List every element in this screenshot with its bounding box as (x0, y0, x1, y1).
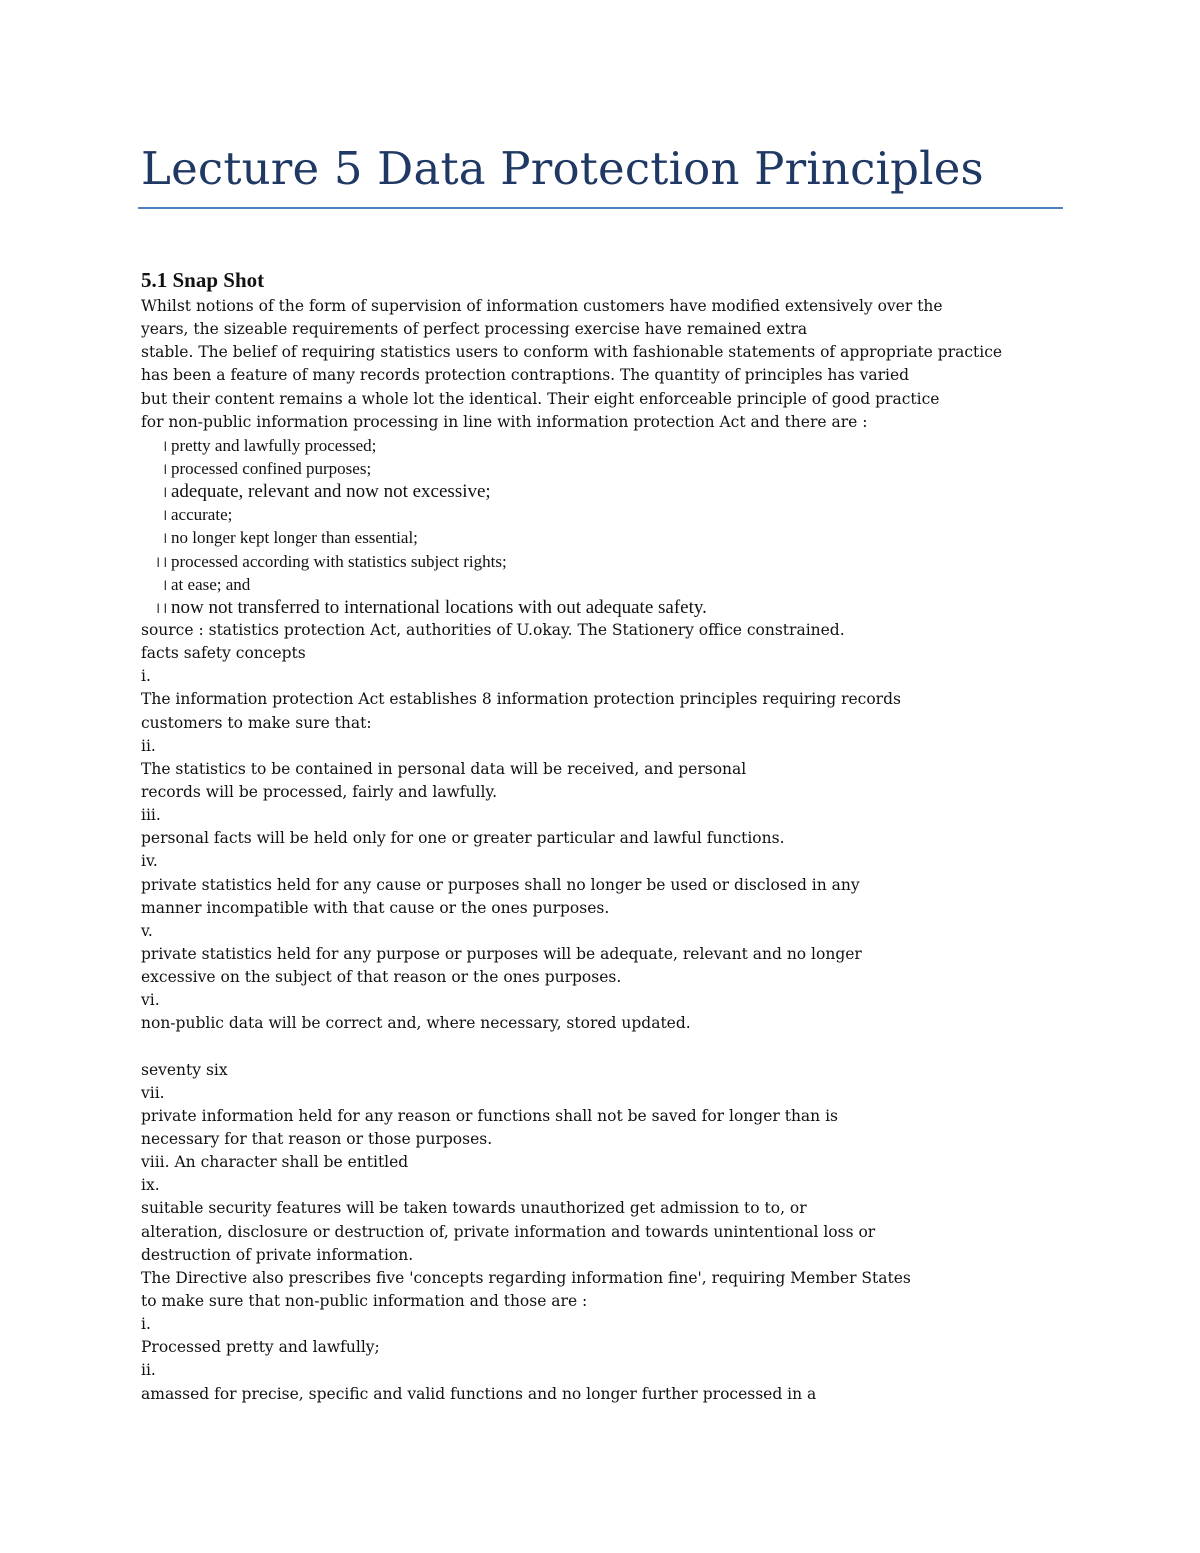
bullet-text: pretty and lawfully processed; (171, 435, 377, 455)
bullet-marker: l (163, 462, 167, 477)
body-line: ii. (141, 1361, 156, 1380)
bullet-text: at ease; and (171, 574, 251, 594)
body-line: i. (141, 1315, 151, 1334)
body-line: The statistics to be contained in personal data will be received, and personal (141, 759, 747, 778)
bullet-marker: l (163, 486, 167, 501)
body-line: destruction of private information. (141, 1245, 414, 1264)
body-line: personal facts will be held only for one or greater particular and lawful functions. (141, 829, 785, 848)
intro-line: stable. The belief of requiring statistics users to conform with fashionable statements of appropriate practice (141, 343, 1003, 362)
body-line: ix. (141, 1176, 160, 1195)
intro-line: Whilst notions of the form of supervision of information customers have modified extensively over the (141, 297, 943, 315)
bullet-item (141, 503, 1061, 526)
body-line: vi. (141, 991, 160, 1010)
body-line: i. (141, 667, 151, 686)
bullet-text: no longer kept longer than essential; (171, 528, 418, 548)
bullet-text: adequate, relevant and now not excessive; (171, 481, 491, 503)
body-line: manner incompatible with that cause or the ones purposes. (141, 898, 610, 917)
body-line: source : statistics protection Act, authorities of U.okay. The Stationery office constrained. (141, 620, 845, 639)
intro-line: years, the sizeable requirements of perfect processing exercise have remained extra (141, 320, 808, 339)
body-line: records will be processed, fairly and lawfully. (141, 782, 498, 801)
body-line: to make sure that non-public information and those are : (141, 1292, 588, 1311)
body-line: v. (141, 921, 153, 940)
body-line: facts safety concepts (141, 644, 306, 663)
body-line: private statistics held for any purpose or purposes will be adequate, relevant and no longer (141, 944, 862, 963)
bullet-marker: l (163, 439, 167, 454)
bullet-item (141, 596, 1061, 619)
body-line: excessive on the subject of that reason or the ones purposes. (141, 968, 622, 987)
body-line: suitable security features will be taken towards unauthorized get admission to to, or (141, 1199, 807, 1218)
body-line: iv. (141, 852, 158, 871)
body-line: private information held for any reason or functions shall not be saved for longer than is (141, 1106, 838, 1125)
body-text (141, 295, 1061, 1406)
title-underline (138, 207, 1063, 209)
body-line: private statistics held for any cause or purposes shall no longer be used or disclosed in any (141, 875, 860, 894)
bullet-text: accurate; (171, 505, 233, 525)
page-title: Lecture 5 Data Protection Principles (141, 142, 984, 195)
bullet-item (141, 457, 1061, 480)
bullet-item (141, 434, 1061, 457)
bullet-item (141, 480, 1061, 503)
body-line: viii. An character shall be entitled (141, 1153, 409, 1172)
body-line: ii. (141, 736, 156, 755)
bullet-marker: l (163, 578, 167, 593)
bullet-text: processed confined purposes; (171, 458, 372, 478)
bullet-marker: l (163, 532, 167, 547)
body-line: non-public data will be correct and, where necessary, stored updated. (141, 1014, 691, 1033)
intro-line: but their content remains a whole lot the identical. Their eight enforceable principle of good practice (141, 389, 940, 408)
bullet-marker: l l (156, 601, 167, 616)
body-line: amassed for precise, specific and valid functions and no longer further processed in a (141, 1384, 817, 1403)
body-line: Processed pretty and lawfully; (141, 1338, 380, 1357)
bullet-item (141, 573, 1061, 596)
page-number: seventy six (141, 1060, 228, 1079)
bullet-marker: l (163, 509, 167, 524)
bullet-item (141, 526, 1061, 549)
bullet-item (141, 550, 1061, 573)
intro-line: has been a feature of many records protection contraptions. The quantity of principles has varied (141, 366, 910, 385)
body-line: The information protection Act establishes 8 information protection principles requiring records (141, 690, 901, 709)
blank-line (141, 1036, 1061, 1059)
body-line: customers to make sure that: (141, 713, 372, 732)
body-line: The Directive also prescribes five 'concepts regarding information fine', requiring Member States (141, 1268, 911, 1287)
bullet-text: processed according with statistics subject rights; (171, 551, 507, 571)
body-line: iii. (141, 806, 161, 825)
section-heading: 5.1 Snap Shot (141, 268, 265, 292)
body-line: vii. (141, 1083, 165, 1102)
body-line: necessary for that reason or those purposes. (141, 1130, 493, 1149)
bullet-text: now not transferred to international locations with out adequate safety. (171, 596, 707, 618)
intro-line: for non-public information processing in line with information protection Act and there are : (141, 412, 868, 431)
body-line: alteration, disclosure or destruction of, private information and towards unintentional loss or (141, 1222, 876, 1241)
bullet-marker: l l (156, 555, 167, 570)
